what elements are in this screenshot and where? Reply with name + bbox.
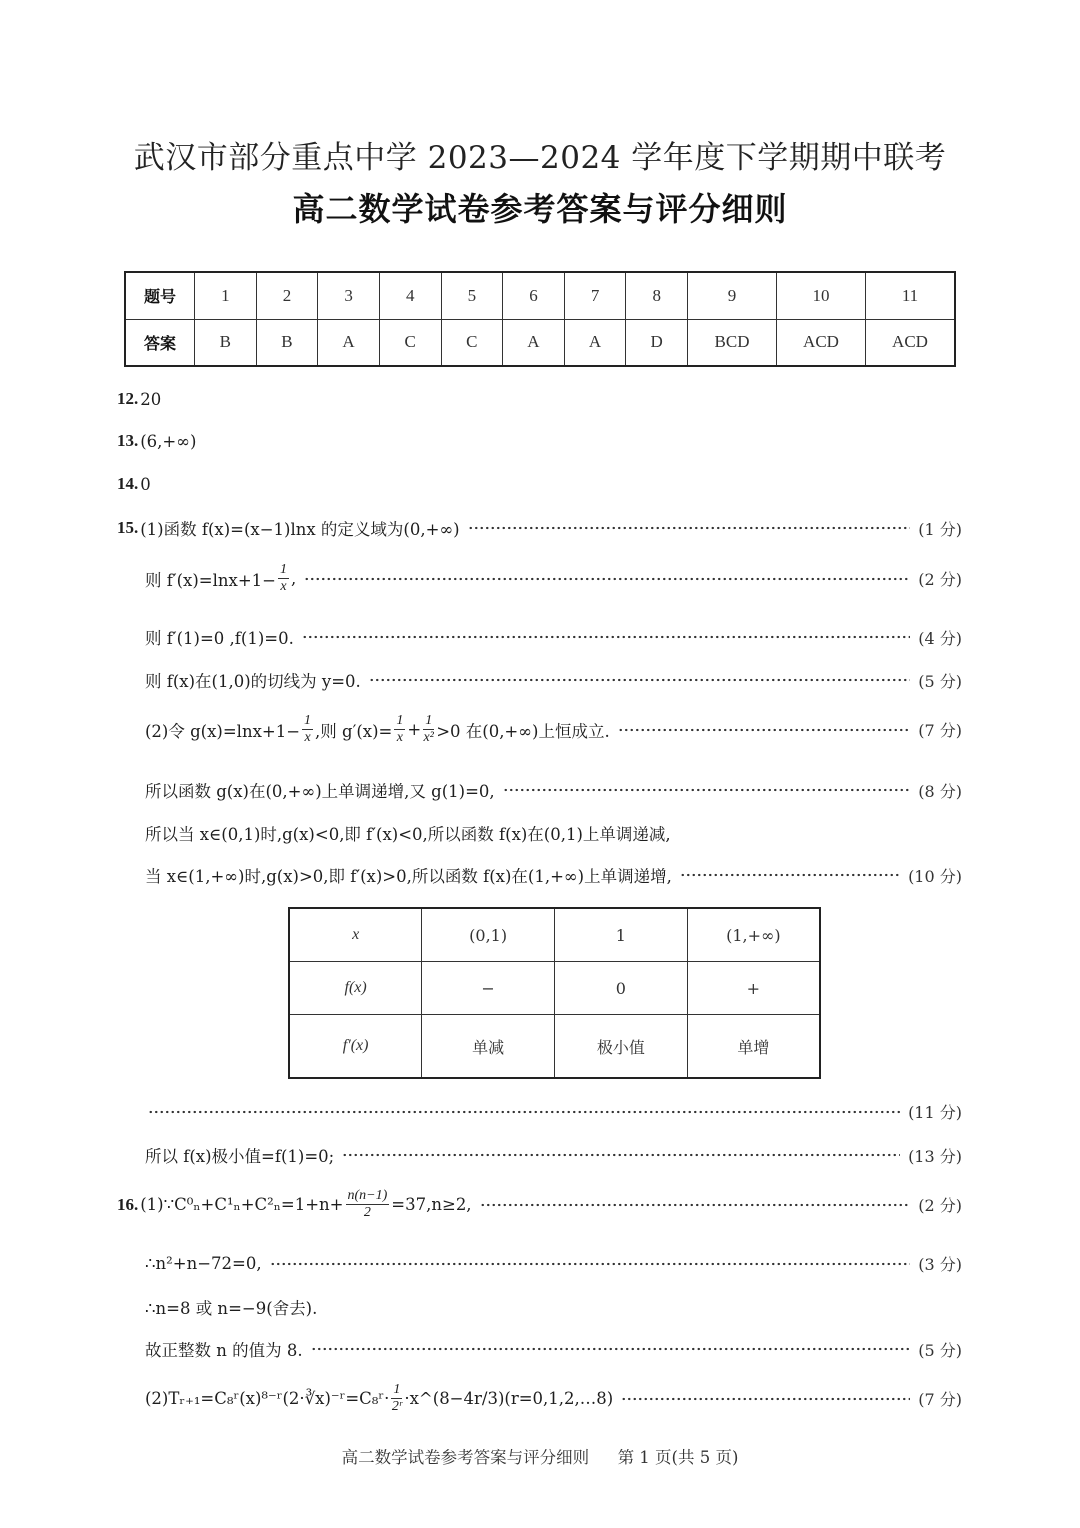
leader-dots — [148, 1110, 900, 1114]
step-text: =37,n≥2, — [391, 1195, 472, 1215]
q15-step-5 — [145, 713, 962, 746]
question-cell: 10 — [777, 272, 866, 319]
step-text: >0 在(0,+∞)上恒成立. — [436, 721, 610, 741]
q16-step-4 — [145, 1337, 962, 1361]
score-label: (2 分) — [918, 570, 962, 590]
question-number: 15. — [117, 518, 139, 537]
fraction — [423, 713, 434, 746]
question-cell: 7 — [564, 272, 626, 319]
answer-row — [125, 319, 955, 366]
score-label: (1 分) — [918, 519, 962, 539]
leader-dots — [369, 678, 910, 682]
score-label: (5 分) — [918, 671, 962, 691]
leader-dots — [270, 1262, 911, 1266]
step-text: , — [290, 569, 297, 589]
answer-14 — [117, 474, 962, 494]
leader-dots — [621, 1397, 910, 1401]
q15-step-3 — [145, 625, 962, 649]
answer-cell: B — [195, 319, 257, 366]
question-cell: 4 — [379, 272, 441, 319]
step-text: 则 f(x)在(1,0)的切线为 y=0. — [145, 672, 361, 691]
numerator: 1 — [391, 1382, 402, 1399]
table-cell: 单增 — [687, 1015, 820, 1078]
step-text: + — [407, 720, 422, 740]
numerator: 1 — [394, 713, 405, 730]
leader-dots — [618, 728, 911, 732]
step-text: ∴n²+n−72=0, — [145, 1254, 262, 1273]
answer-cell: D — [626, 319, 688, 366]
leader-dots — [304, 577, 910, 581]
question-cell: 5 — [441, 272, 503, 319]
numerator: 1 — [278, 562, 289, 579]
score-label: (13 分) — [908, 1146, 962, 1166]
leader-dots — [480, 1203, 911, 1207]
q15-step-1 — [117, 516, 962, 540]
denominator: 2 — [363, 1205, 371, 1221]
table-cell: f(x) — [289, 962, 422, 1015]
fraction — [391, 1382, 402, 1415]
score-label: (5 分) — [918, 1340, 962, 1360]
score-label: (4 分) — [918, 628, 962, 648]
table-row — [289, 908, 820, 962]
answer-13 — [117, 431, 962, 451]
answer-table — [124, 271, 956, 367]
step-text: 故正整数 n 的值为 8. — [145, 1341, 303, 1360]
question-number: 16. — [117, 1194, 139, 1214]
denominator: x — [280, 579, 287, 595]
q15-step-9 — [148, 1100, 962, 1123]
question-cell: 8 — [626, 272, 688, 319]
question-cell: 2 — [256, 272, 318, 319]
table-cell: 1 — [555, 908, 688, 962]
step-text: 所以当 x∈(0,1)时,g(x)<0,即 f′(x)<0,所以函数 f(x)在(0,1)上单调递减, — [145, 825, 671, 844]
answer-cell: A — [318, 319, 380, 366]
step-text: 所以函数 g(x)在(0,+∞)上单调递增,又 g(1)=0, — [145, 782, 495, 801]
numerator: n(n−1) — [346, 1188, 390, 1205]
q16-step-2 — [145, 1252, 962, 1275]
answer-cell: ACD — [777, 319, 866, 366]
q15-step-6 — [145, 778, 962, 802]
q15-step-2 — [145, 562, 962, 595]
question-cell: 1 — [195, 272, 257, 319]
footer-title: 高二数学试卷参考答案与评分细则 — [341, 1448, 590, 1467]
numerator: 1 — [302, 713, 313, 730]
question-number: 12. — [117, 389, 139, 408]
q16-step-5 — [145, 1382, 962, 1415]
q15-step-8 — [145, 863, 962, 887]
table-cell: − — [422, 962, 555, 1015]
q16-step-1 — [117, 1188, 962, 1221]
table-cell: (1,+∞) — [687, 908, 820, 962]
answer-value: 20 — [140, 389, 162, 409]
score-label: (8 分) — [918, 781, 962, 801]
table-cell: (0,1) — [422, 908, 555, 962]
table-cell: 单减 — [422, 1015, 555, 1078]
fraction — [346, 1188, 390, 1221]
question-number: 14. — [117, 474, 139, 493]
leader-dots — [311, 1347, 911, 1351]
table-row — [289, 1015, 820, 1078]
answer-cell: A — [564, 319, 626, 366]
table-row — [289, 962, 820, 1015]
answer-value: (6,+∞) — [140, 431, 197, 451]
score-label: (3 分) — [918, 1255, 962, 1274]
row-label: 答案 — [125, 319, 195, 366]
q15-step-10 — [145, 1143, 962, 1167]
denominator: 2ʳ — [391, 1399, 402, 1415]
answer-cell: ACD — [866, 319, 956, 366]
fraction — [302, 713, 313, 746]
table-cell: 0 — [555, 962, 688, 1015]
page-footer — [0, 1444, 1080, 1468]
answer-cell: A — [503, 319, 565, 366]
step-text: ∴n=8 或 n=−9(舍去). — [145, 1299, 318, 1318]
leader-dots — [503, 788, 911, 792]
step-text: ,则 g′(x)= — [315, 721, 393, 741]
score-label: (10 分) — [908, 866, 962, 886]
question-cell: 3 — [318, 272, 380, 319]
document-title: 武汉市部分重点中学 2023—2024 学年度下学期期中联考 — [133, 140, 947, 176]
answer-12 — [117, 389, 962, 409]
score-label: (7 分) — [918, 721, 962, 741]
table-cell: + — [687, 962, 820, 1015]
table-cell: 极小值 — [555, 1015, 688, 1078]
question-cell: 9 — [688, 272, 777, 319]
answer-value: 0 — [140, 474, 151, 494]
denominator: x — [304, 730, 311, 746]
question-cell: 11 — [866, 272, 956, 319]
question-number: 13. — [117, 431, 139, 450]
denominator: x² — [423, 730, 434, 746]
row-label: 题号 — [125, 272, 195, 319]
answer-cell: B — [256, 319, 318, 366]
q16-step-3 — [145, 1295, 962, 1319]
answer-cell: C — [441, 319, 503, 366]
denominator: x — [396, 730, 403, 746]
table-cell: f′(x) — [289, 1015, 422, 1078]
step-text: 当 x∈(1,+∞)时,g(x)>0,即 f′(x)>0,所以函数 f(x)在(1,+∞)上单调递增, — [145, 867, 672, 886]
step-text: 所以 f(x)极小值=f(1)=0; — [145, 1147, 335, 1166]
fraction — [394, 713, 405, 746]
page-number: 第 1 页(共 5 页) — [617, 1448, 739, 1467]
score-label: (7 分) — [918, 1390, 962, 1410]
leader-dots — [468, 526, 911, 530]
score-label: (11 分) — [908, 1103, 962, 1122]
question-cell: 6 — [503, 272, 565, 319]
answer-cell: C — [379, 319, 441, 366]
leader-dots — [680, 873, 900, 877]
document-subtitle: 高二数学试卷参考答案与评分细则 — [292, 190, 788, 228]
leader-dots — [342, 1153, 900, 1157]
step-text: (2)令 g(x)=lnx+1− — [145, 721, 301, 741]
fraction — [278, 562, 289, 595]
answer-cell: BCD — [688, 319, 777, 366]
step-text: (1)函数 f(x)=(x−1)lnx 的定义域为(0,+∞) — [140, 520, 460, 539]
leader-dots — [302, 635, 910, 639]
step-text: 则 f′(x)=lnx+1− — [145, 570, 276, 590]
score-label: (2 分) — [918, 1196, 962, 1216]
step-text: 则 f′(1)=0 ,f(1)=0. — [145, 629, 294, 648]
numerator: 1 — [423, 713, 434, 730]
question-number-row — [125, 272, 955, 319]
step-text: (1)∵C⁰ₙ+C¹ₙ+C²ₙ=1+n+ — [140, 1195, 344, 1215]
q15-step-4 — [145, 668, 962, 692]
table-cell: x — [289, 908, 422, 962]
q15-step-7 — [145, 821, 962, 845]
step-text: ·x^(8−4r/3)(r=0,1,2,…8) — [404, 1389, 614, 1409]
monotonicity-table — [288, 907, 821, 1079]
step-text: (2)Tᵣ₊₁=C₈ʳ(x)⁸⁻ʳ(2·∛x)⁻ʳ=C₈ʳ· — [145, 1389, 390, 1409]
